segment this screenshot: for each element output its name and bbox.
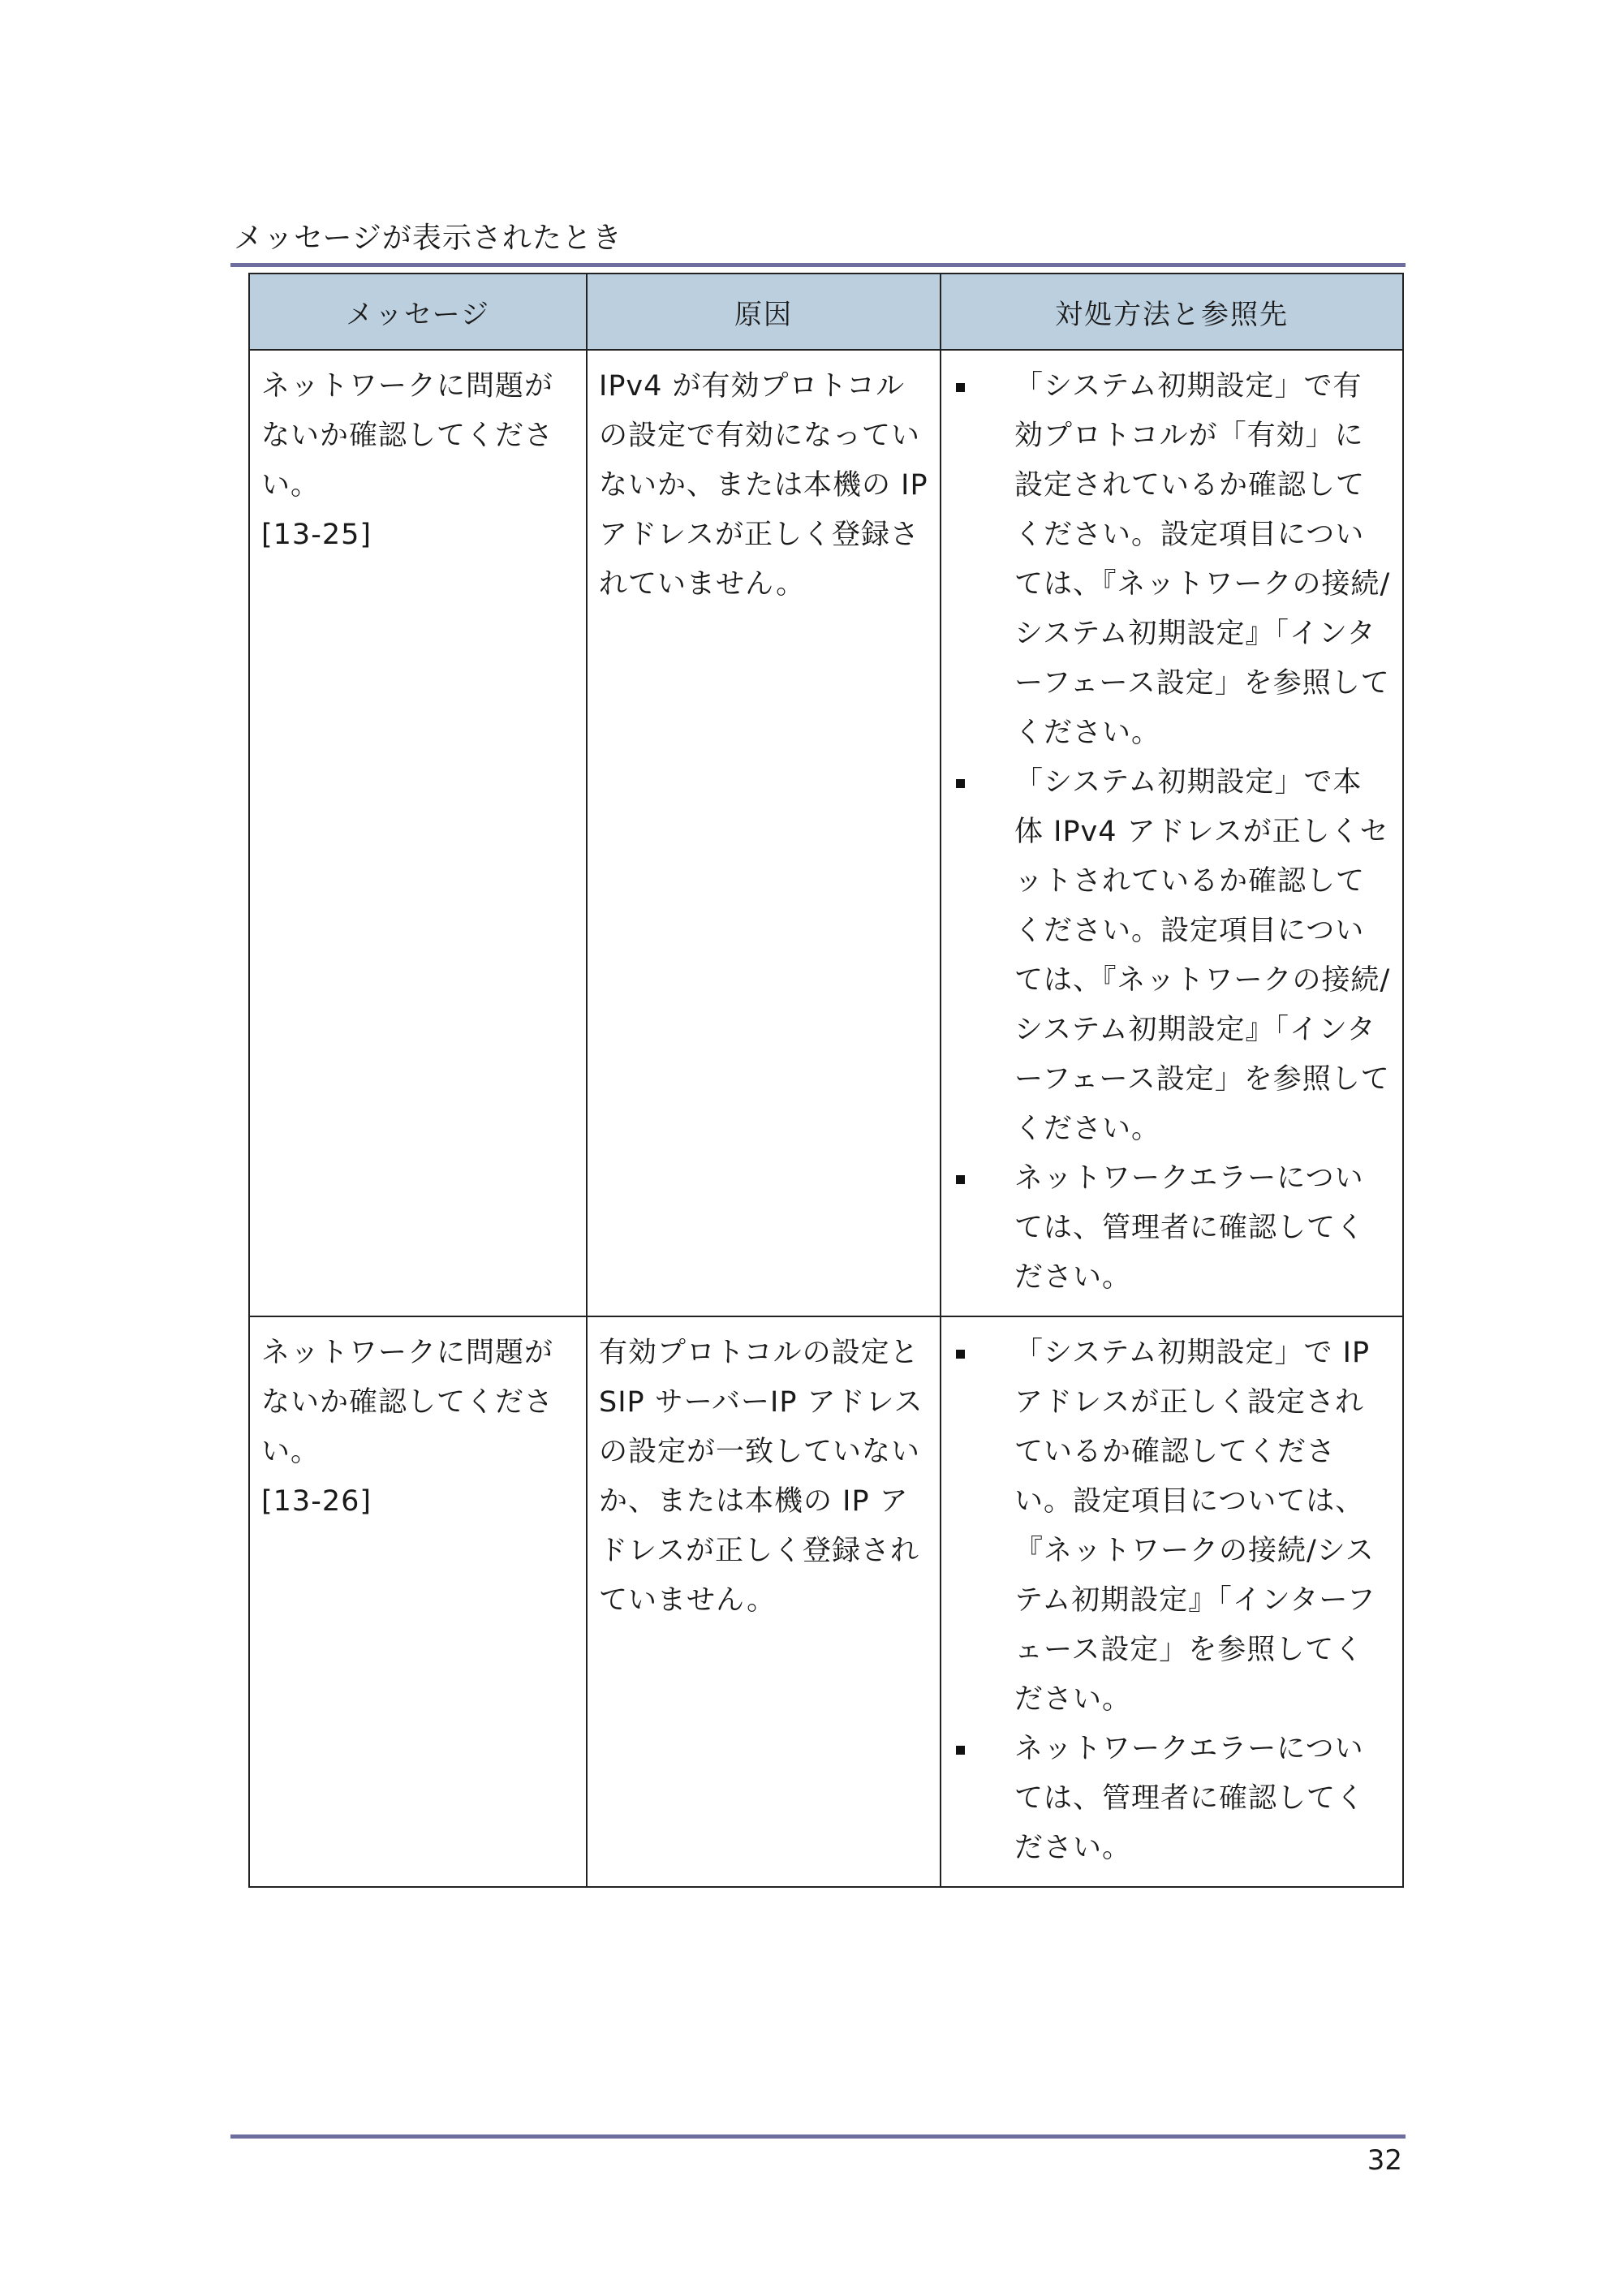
header-cause: 原因 — [587, 274, 941, 350]
section-title: メッセージが表示されたとき — [234, 222, 622, 255]
title-rule — [230, 263, 1406, 267]
remedy-item — [953, 1329, 1391, 1725]
remedy-item — [953, 362, 1391, 758]
remedy-text: ネットワークエラーについては、管理者に確認してください。 — [1014, 1733, 1366, 1864]
table-row — [249, 1316, 1403, 1887]
remedy-text: 「システム初期設定」で IP アドレスが正しく設定されているか確認してください。設定項目については、『ネットワークの接続/システム初期設定』「インターフェース設定」を参照してください。 — [1014, 1337, 1376, 1716]
table-header-row — [249, 274, 1403, 350]
bullet-square-icon — [956, 1175, 965, 1184]
page-number: 32 — [1367, 2144, 1402, 2177]
remedy-item — [953, 1154, 1391, 1303]
bullet-square-icon — [956, 383, 965, 392]
remedy-text: 「システム初期設定」で本体 IPv4 アドレスが正しくセットされているか確認してください。設定項目については、『ネットワークの接続/システム初期設定』「インターフェース設定」を参照してください。 — [1014, 766, 1391, 1145]
message-cell — [249, 350, 587, 1316]
remedy-text: 「システム初期設定」で有効プロトコルが「有効」に設定されているか確認してください。設定項目については、『ネットワークの接続/システム初期設定』「インターフェース設定」を参照してください。 — [1014, 370, 1391, 749]
remedy-item — [953, 758, 1391, 1154]
bullet-square-icon — [956, 1350, 965, 1359]
message-table — [248, 273, 1404, 1888]
bullet-square-icon — [956, 779, 965, 788]
cause-cell — [587, 350, 941, 1316]
message-cell — [249, 1316, 587, 1887]
remedy-cell — [941, 350, 1403, 1316]
message-code: [13-26] — [261, 1485, 372, 1518]
remedy-text: ネットワークエラーについては、管理者に確認してください。 — [1014, 1162, 1366, 1294]
message-code: [13-25] — [261, 519, 372, 551]
footer-rule — [230, 2134, 1406, 2139]
cause-text: 有効プロトコルの設定と SIP サーバーIP アドレスの設定が一致していないか、または本機の IP アドレスが正しく登録されていません。 — [599, 1337, 923, 1617]
remedy-list — [953, 1329, 1391, 1873]
table-row — [249, 350, 1403, 1316]
header-remedy: 対処方法と参照先 — [941, 274, 1403, 350]
message-text: ネットワークに問題がないか確認してください。 — [261, 1337, 554, 1468]
remedy-cell — [941, 1316, 1403, 1887]
cause-cell — [587, 1316, 941, 1887]
header-message: メッセージ — [249, 274, 587, 350]
remedy-list — [953, 362, 1391, 1303]
remedy-item — [953, 1725, 1391, 1873]
message-text: ネットワークに問題がないか確認してください。 — [261, 370, 554, 502]
cause-text: IPv4 が有効プロトコルの設定で有効になっていないか、または本機の IP アドレスが正しく登録されていません。 — [599, 370, 928, 601]
bullet-square-icon — [956, 1746, 965, 1755]
